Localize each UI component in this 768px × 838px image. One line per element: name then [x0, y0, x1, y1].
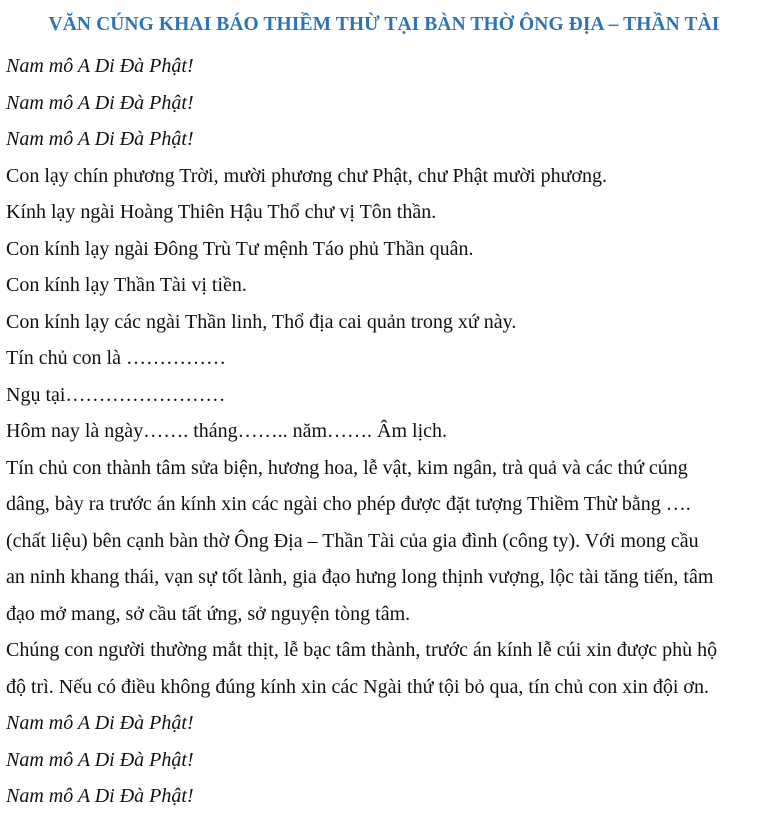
- offering-line-1: Tín chủ con thành tâm sửa biện, hương hoa, lễ vật, kim ngân, trà quả và các thứ cúng: [6, 456, 688, 479]
- prayer-line-1: Con lạy chín phương Trời, mười phương chư Phật, chư Phật mười phương.: [6, 164, 608, 187]
- offering-line-3: (chất liệu) bên cạnh bàn thờ Ông Địa – Thần Tài của gia đình (công ty). Với mong cầu: [6, 529, 699, 552]
- opening-chant-line-2: Nam mô A Di Đà Phật!: [6, 91, 194, 114]
- petitioner-line: Tín chủ con là ……………: [6, 347, 226, 369]
- closing-chant-line-3: Nam mô A Di Đà Phật!: [6, 785, 194, 807]
- closing-line-1: Chúng con người thường mắt thịt, lễ bạc tâm thành, trước án kính lễ cúi xin được phù hộ: [6, 639, 718, 661]
- prayer-line-3: Con kính lạy ngài Đông Trù Tư mệnh Táo phủ Thần quân.: [6, 237, 474, 260]
- closing-chant-line-1: Nam mô A Di Đà Phật!: [6, 712, 194, 734]
- residence-line: Ngụ tại……………………: [6, 383, 226, 406]
- date-line: Hôm nay là ngày……. tháng…….. năm……. Âm lịch.: [6, 420, 448, 442]
- offering-line-5: đạo mở mang, sở cầu tất ứng, sở nguyện tòng tâm.: [6, 602, 411, 625]
- prayer-line-4: Con kính lạy Thần Tài vị tiền.: [6, 274, 247, 296]
- offering-line-4: an ninh khang thái, vạn sự tốt lành, gia đạo hưng long thịnh vượng, lộc tài tăng tiến, tâm: [6, 566, 714, 588]
- document-body: [6, 48, 762, 815]
- offering-paragraph: [6, 450, 762, 633]
- prayer-line-2: Kính lạy ngài Hoàng Thiên Hậu Thổ chư vị Tôn thần.: [6, 201, 437, 223]
- closing-line-2: độ trì. Nếu có điều không đúng kính xin các Ngài thứ tội bỏ qua, tín chủ con xin đội ơn.: [6, 675, 709, 698]
- document-title: VĂN CÚNG KHAI BÁO THIỀM THỪ TẠI BÀN THỜ ÔNG ĐỊA – THẦN TÀI: [48, 14, 720, 35]
- offering-line-2: dâng, bày ra trước án kính xin các ngài cho phép được đặt tượng Thiềm Thừ bằng ….: [6, 493, 691, 515]
- prayer-line-5: Con kính lạy các ngài Thần linh, Thổ địa cai quản trong xứ này.: [6, 310, 517, 333]
- opening-chant-line-1: Nam mô A Di Đà Phật!: [6, 55, 194, 77]
- closing-chant-line-2: Nam mô A Di Đà Phật!: [6, 748, 194, 771]
- opening-chant-line-3: Nam mô A Di Đà Phật!: [6, 128, 194, 150]
- closing-paragraph: [6, 632, 762, 705]
